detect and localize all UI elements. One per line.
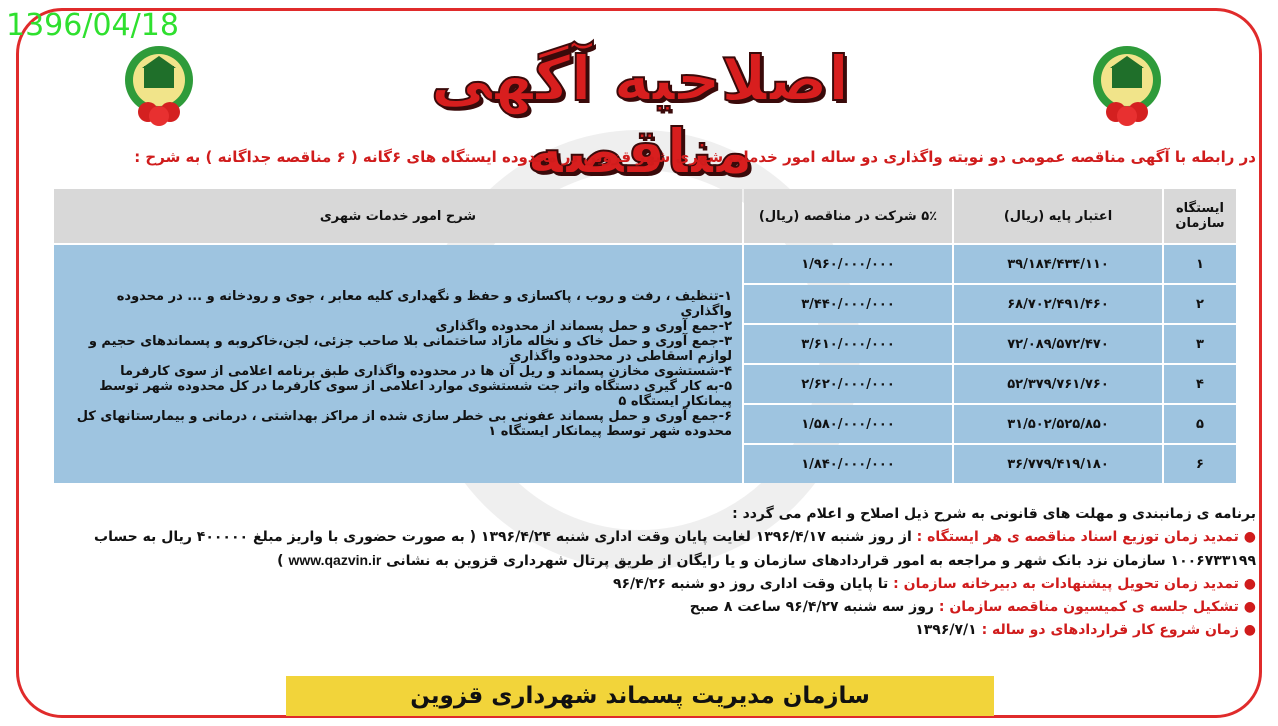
- tender-table: [52, 187, 1238, 485]
- schedule-item: [20, 596, 1256, 619]
- service-item: ۳-جمع آوری و حمل خاک و نخاله مازاد ساختمانی بلا صاحب جزئی، لجن،خاکروبه و پسماندهای حجیم و لوازم اسقاطی در محدوده واگذاری: [88, 334, 732, 364]
- bullet-icon: ●: [1243, 529, 1256, 545]
- station-cell: ۱: [1164, 245, 1236, 283]
- service-item: ۲-جمع آوری و حمل پسماند از محدوده واگذاری: [435, 319, 732, 334]
- schedule-label: تشکیل جلسه ی کمیسیون مناقصه سازمان :: [938, 599, 1239, 615]
- notice-title: اصلاحیه آگهی مناقصه: [430, 42, 850, 188]
- station-cell: ۳: [1164, 325, 1236, 363]
- service-item: ۶-جمع آوری و حمل پسماند عفونی بی خطر سازی شده از مراکز بهداشتی ، درمانی و بیمارستانهای کل محدوده شهر توسط پیمانکار ایستگاه ۱: [76, 409, 732, 439]
- header-station: ایستگاه سازمان: [1164, 189, 1236, 243]
- schedule-label: تمدید زمان تحویل پیشنهادات به دبیرخانه سازمان :: [893, 576, 1239, 592]
- date-stamp: 1396/04/18: [6, 8, 179, 43]
- municipality-logo-icon: [1082, 40, 1172, 130]
- schedule-label: زمان شروع کار قراردادهای دو ساله :: [981, 622, 1239, 638]
- header-description: شرح امور خدمات شهری: [54, 189, 742, 243]
- schedule-text: ۱۳۹۶/۷/۱: [915, 622, 977, 638]
- deposit-cell: ۲/۶۲۰/۰۰۰/۰۰۰: [744, 365, 952, 403]
- organization-footer: سازمان مدیریت پسماند شهرداری قزوین: [286, 676, 994, 716]
- bullet-icon: ●: [1243, 599, 1256, 615]
- deposit-cell: ۱/۹۶۰/۰۰۰/۰۰۰: [744, 245, 952, 283]
- schedule-item: [20, 526, 1256, 573]
- services-description: [54, 245, 742, 483]
- service-item: ۴-شستشوی مخازن پسماند و ریل آن ها در محدوده واگذاری طبق برنامه اعلامی از سوی کارفرما: [120, 364, 732, 379]
- station-cell: ۴: [1164, 365, 1236, 403]
- header-credit: اعتبار پایه (ریال): [954, 189, 1162, 243]
- station-cell: ۶: [1164, 445, 1236, 483]
- credit-cell: ۶۸/۷۰۲/۴۹۱/۴۶۰: [954, 285, 1162, 323]
- schedule-tail: ): [277, 553, 284, 569]
- bullet-icon: ●: [1243, 622, 1256, 638]
- credit-cell: ۷۲/۰۸۹/۵۷۲/۴۷۰: [954, 325, 1162, 363]
- deposit-cell: ۳/۴۴۰/۰۰۰/۰۰۰: [744, 285, 952, 323]
- deposit-cell: ۱/۵۸۰/۰۰۰/۰۰۰: [744, 405, 952, 443]
- service-item: ۱-تنظیف ، رفت و روب ، پاکسازی و حفظ و نگهداری کلیه معابر ، جوی و رودخانه و ... در محدوده واگذاری: [116, 289, 732, 319]
- station-cell: ۲: [1164, 285, 1236, 323]
- bullet-icon: ●: [1243, 576, 1256, 592]
- table-row: [54, 245, 1236, 283]
- schedule-text: تا پایان وقت اداری روز دو شنبه ۹۶/۴/۲۶: [612, 576, 889, 592]
- credit-cell: ۳۶/۷۷۹/۴۱۹/۱۸۰: [954, 445, 1162, 483]
- deposit-cell: ۱/۸۴۰/۰۰۰/۰۰۰: [744, 445, 952, 483]
- intro-text: در رابطه با آگهی مناقصه عمومی دو نوبته واگذاری دو ساله امور خدمات شهری شهر قزوین در محدوده ایستگاه های ۶گانه ( ۶ مناقصه جداگانه ) به شرح :: [134, 148, 1256, 166]
- schedule-heading: برنامه ی زمانبندی و مهلت های قانونی به شرح ذیل اصلاح و اعلام می گردد :: [732, 506, 1256, 522]
- credit-cell: ۳۱/۵۰۲/۵۲۵/۸۵۰: [954, 405, 1162, 443]
- service-item: ۵-به کار گیری دستگاه واتر جت شستشوی موارد اعلامی از سوی کارفرما در کل محدوده شهر توسط پیمانکار ایستگاه ۵: [99, 379, 732, 409]
- schedule-text: از روز شنبه ۱۳۹۶/۴/۱۷ لغایت پایان وقت اداری شنبه ۱۳۹۶/۴/۲۴ ( به صورت حضوری با واریز مبلغ ۴۰۰۰۰۰ ریال به حساب ۱۰۰۶۷۳۳۱۹۹ سازمان نزد بانک شهر و مراجعه به امور قراردادهای سازمان و یا رایگان از طریق پرتال شهرداری قزوین به نشانی: [94, 529, 1256, 569]
- table-header-row: [54, 189, 1236, 243]
- schedule-section: [20, 503, 1256, 642]
- credit-cell: ۵۲/۳۷۹/۷۶۱/۷۶۰: [954, 365, 1162, 403]
- website-link[interactable]: www.qazvin.ir: [288, 552, 382, 568]
- deposit-cell: ۳/۶۱۰/۰۰۰/۰۰۰: [744, 325, 952, 363]
- credit-cell: ۳۹/۱۸۴/۴۳۴/۱۱۰: [954, 245, 1162, 283]
- schedule-label: تمدید زمان توزیع اسناد مناقصه ی هر ایستگاه :: [916, 529, 1239, 545]
- schedule-text: روز سه شنبه ۹۶/۴/۲۷ ساعت ۸ صبح: [689, 599, 934, 615]
- station-cell: ۵: [1164, 405, 1236, 443]
- schedule-item: [20, 573, 1256, 596]
- municipality-logo-icon: [114, 40, 204, 130]
- schedule-item: [20, 619, 1256, 642]
- header-deposit: ۵٪ شرکت در مناقصه (ریال): [744, 189, 952, 243]
